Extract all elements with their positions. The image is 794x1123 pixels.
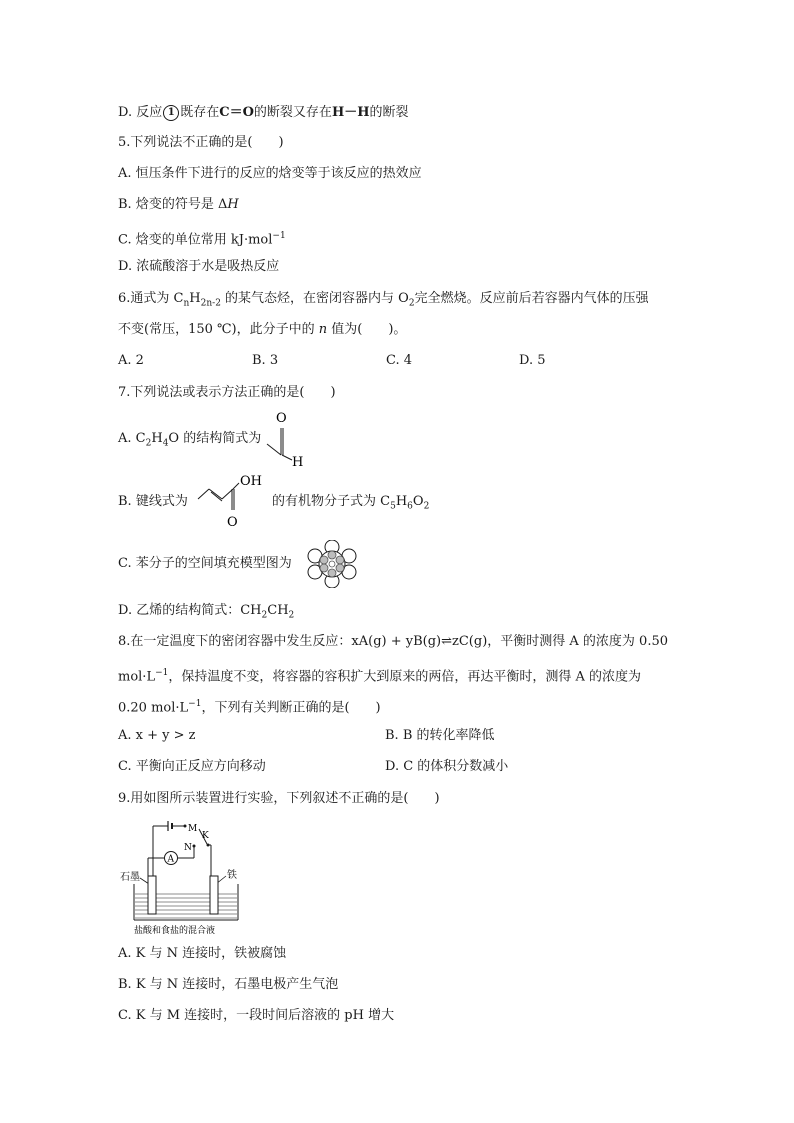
q8-stem-line2: $mol\cdot L^{-1}$，保持温度不变，将容器的容积扩大到原来的两倍，再达平衡时，测得 A 的浓度为 [118, 668, 642, 685]
q9-option-c: C. K 与 M 连接时，一段时间后溶液的 pH 增大 [118, 1008, 395, 1023]
svg-text:A: A [167, 854, 174, 865]
svg-text:M: M [188, 824, 198, 834]
q6-stem-line2: 不变(常压，150 ℃)，此分子中的 n 值为( )。 [118, 322, 407, 337]
q7-option-c: C. 苯分子的空间填充模型图为 [118, 556, 292, 571]
benzene-space-filling-model [306, 540, 358, 588]
q5-option-b: B. 焓变的符号是 ΔH [118, 197, 239, 212]
svg-text:盐酸和食盐的混合液: 盐酸和食盐的混合液 [134, 926, 216, 936]
svg-text:铁: 铁 [227, 870, 237, 881]
q5-stem: 5.下列说法不正确的是( ) [118, 135, 284, 150]
q6-option-c: C. 4 [386, 353, 413, 368]
q7-option-d: D. 乙烯的结构简式：$CH_2CH_2$ [118, 603, 295, 621]
svg-text:N: N [184, 843, 192, 853]
circled-number-1: 1 [163, 105, 179, 121]
q8-option-a: A. x + y > z [118, 728, 196, 743]
q7-stem: 7.下列说法或表示方法正确的是( ) [118, 385, 336, 400]
svg-text:O: O [276, 411, 287, 426]
electrolysis-apparatus-figure [118, 818, 254, 936]
q8-option-c: C. 平衡向正反应方向移动 [118, 759, 266, 774]
q5-option-c: C. 焓变的单位常用 kJ·mol$^{-1}$ [118, 231, 286, 248]
q6-option-a: A. 2 [118, 353, 144, 368]
q9-stem: 9.用如图所示装置进行实验，下列叙述不正确的是( ) [118, 791, 440, 806]
q8-option-b: B. B 的转化率降低 [385, 728, 495, 743]
q6-option-d: D. 5 [519, 353, 546, 368]
q8-stem-line1: 8.在一定温度下的密闭容器中发生反应：xA(g) + yB(g)⇌zC(g)，平衡时测得 A 的浓度为 0.50 [118, 634, 668, 649]
q7-option-a: A. $C_2H_4O$ 的结构简式为 [118, 431, 262, 449]
svg-text:K: K [202, 831, 209, 841]
q6-option-b: B. 3 [252, 353, 279, 368]
q9-option-b: B. K 与 N 连接时，石墨电极产生气泡 [118, 977, 339, 992]
q4-option-d: D. 反应 1 既存在C＝O的断裂又存在H－H的断裂 [118, 105, 409, 120]
keyline-structure [196, 472, 268, 530]
q9-option-a: A. K 与 N 连接时，铁被腐蚀 [118, 946, 287, 961]
q8-stem-line3: 0.20 $mol\cdot L^{-1}$，下列有关判断正确的是( ) [118, 699, 381, 716]
q5-option-a: A. 恒压条件下进行的反应的焓变等于该反应的热效应 [118, 166, 422, 181]
svg-text:石墨: 石墨 [120, 872, 140, 883]
svg-text:OH: OH [240, 474, 262, 489]
q8-option-d: D. C 的体积分数减小 [385, 759, 509, 774]
acetaldehyde-structure [264, 408, 314, 470]
svg-text:O: O [227, 515, 238, 530]
q7-option-b-label: B. 键线式为 [118, 494, 188, 509]
q6-stem-line1: 6.通式为 $C_nH_{2n-2}$ 的某气态烃，在密闭容器内与 $O_2$完全燃烧。反应前后若容器内气体的压强 [118, 291, 649, 309]
q5-option-d: D. 浓硫酸溶于水是吸热反应 [118, 259, 280, 274]
svg-text:H: H [292, 455, 304, 470]
q7-option-b-formula: 的有机物分子式为 $C_5H_6O_2$ [272, 494, 430, 512]
